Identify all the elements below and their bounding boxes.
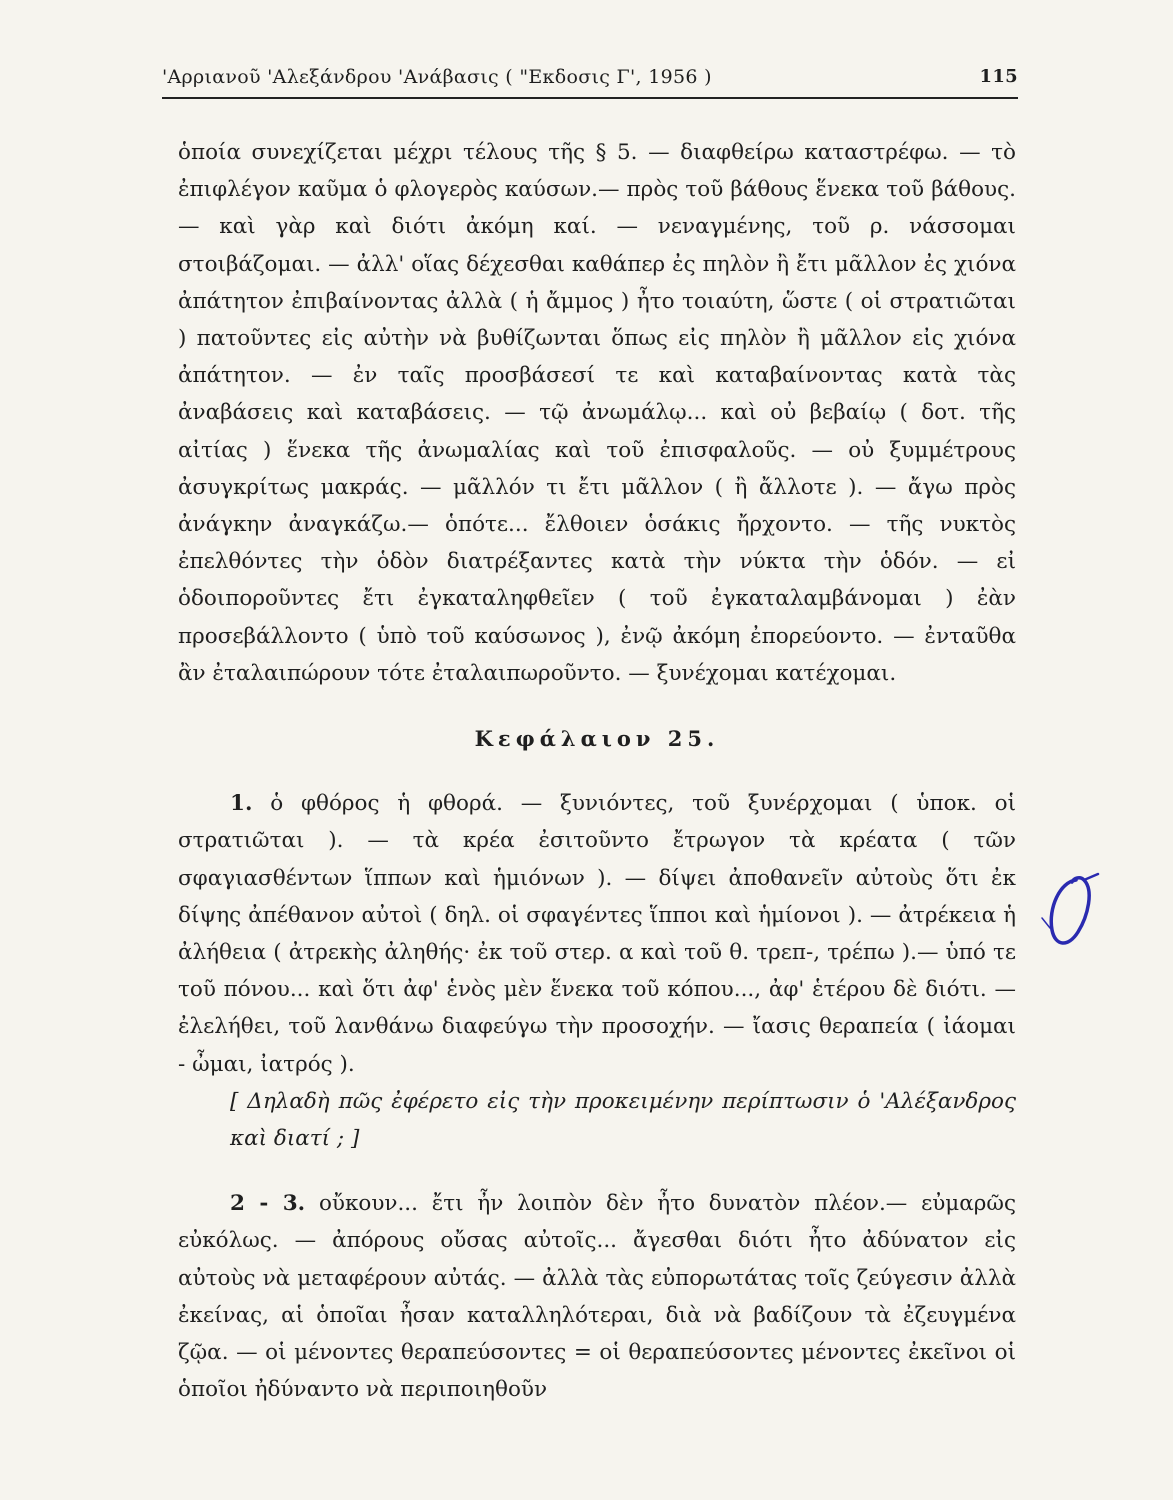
section-2-text: οὔκουν... ἔτι ἦν λοιπὸν δὲν ἦτο δυνατὸν πλέον.— εὐμαρῶς εὐκόλως. — ἀπόρους οὔσας αὐτοῖς... ἄγεσθαι διότι ἦτο ἀδύνατον εἰς αὐτοὺς νὰ μεταφέρουν αὐτάς. — ἀλλὰ τὰς εὐπορωτάτας τοῖς ζεύγεσιν ἀλλὰ ἐκείνας, αἱ ὁποῖαι ἦσαν καταλληλότεραι, διὰ νὰ βαδίζουν τὰ ἐζευγμένα ζῷα. — οἱ μένοντες θεραπεύσοντες = οἱ θεραπεύσοντες μένοντες ἐκεῖνοι οἱ ὁποῖοι ἠδύναντο νὰ περιποιηθοῦν xyxy=(178,1191,1016,1403)
question-note: [ Δηλαδὴ πῶς ἐφέρετο εἰς τὴν προκειμένην περίπτωσιν ὁ 'Αλέξανδρος καὶ διατί ; ] xyxy=(230,1088,1016,1152)
section-1-number: 1. xyxy=(230,791,253,817)
section-2-number: 2 - 3. xyxy=(230,1191,306,1217)
handwritten-mark-icon xyxy=(1038,868,1108,958)
page-number: 115 xyxy=(979,66,1018,87)
header-rule xyxy=(162,97,1018,99)
running-header xyxy=(162,66,1018,96)
section-2 xyxy=(178,1185,1016,1408)
spacer xyxy=(178,1157,1016,1185)
paragraph-continuation: ὁποία συνεχίζεται μέχρι τέλους τῆς § 5. — διαφθείρω καταστρέφω. — τὸ ἐπιφλέγον καῦμα ὁ φλογερὸς καύσων.— πρὸς τοῦ βάθους ἕνεκα τοῦ βάθους. — καὶ γὰρ καὶ διότι ἀκόμη καί. — νεναγμένης, τοῦ ρ. νάσσομαι στοιβάζομαι. — ἀλλ' οἵας δέχεσθαι καθάπερ ἐς πηλὸν ἢ ἔτι μᾶλλον ἐς χιόνα ἀπάτητον ἐπιβαίνοντας ἀλλὰ ( ἡ ἄμμος ) ἦτο τοιαύτη, ὥστε ( οἱ στρατιῶται ) πατοῦντες εἰς αὐτὴν νὰ βυθίζωνται ὅπως εἰς πηλὸν ἢ μᾶλλον εἰς χιόνα ἀπάτητον. — ἐν ταῖς προσβάσεσί τε καὶ καταβαίνοντας κατὰ τὰς ἀναβάσεις καὶ καταβάσεις. — τῷ ἀνωμάλῳ... καὶ οὐ βεβαίῳ ( δοτ. τῆς αἰτίας ) ἕνεκα τῆς ἀνωμαλίας καὶ τοῦ ἐπισφαλοῦς. — οὐ ξυμμέτρους ἀσυγκρίτως μακράς. — μᾶλλόν τι ἔτι μᾶλλον ( ἢ ἄλλοτε ). — ἄγω πρὸς ἀνάγκην ἀναγκάζω.— ὁπότε... ἔλθοιεν ὁσάκις ἤρχοντο. — τῆς νυκτὸς ἐπελθόντες τὴν ὁδὸν διατρέξαντες κατὰ τὴν νύκτα τὴν ὁδόν. — εἰ ὁδοιποροῦντες ἔτι ἐγκαταληφθεῖεν ( τοῦ ἐγκαταλαμβάνομαι ) ἐὰν προσεβάλλοντο ( ὑπὸ τοῦ καύσωνος ), ἐνῷ ἀκόμη ἐπορεύοντο. — ἐνταῦθα ἂν ἐταλαιπώρουν τότε ἐταλαιπωροῦντο. — ξυνέχομαι κατέχομαι. xyxy=(178,140,1016,686)
section-1-text: ὁ φθόρος ἡ φθορά. — ξυνιόντες, τοῦ ξυνέρχομαι ( ὑποκ. οἱ στρατιῶται ). — τὰ κρέα ἐσιτοῦντο ἔτρωγον τὰ κρέατα ( τῶν σφαγιασθέντων ἵππων καὶ ἡμιόνων ). — δίψει ἀποθανεῖν αὐτοὺς ὅτι ἐκ δίψης ἀπέθανον αὐτοὶ ( δηλ. οἱ σφαγέντες ἵπποι καὶ ἡμίονοι ). — ἀτρέκεια ἡ ἀλήθεια ( ἀτρεκὴς ἀληθής· ἐκ τοῦ στερ. α καὶ τοῦ θ. τρεπ-, τρέπω ).— ὑπό τε τοῦ πόνου... καὶ ὅτι ἀφ' ἑνὸς μὲν ἕνεκα τοῦ κόπου..., ἀφ' ἑτέρου δὲ διότι. — ἐλελήθει, τοῦ λανθάνω διαφεύγω τὴν προσοχήν. — ἴασις θεραπεία ( ἰάομαι - ὦμαι, ἰατρός ). xyxy=(178,791,1016,1077)
body-text xyxy=(178,134,1016,1409)
chapter-heading: Κεφάλαιον 25. xyxy=(474,726,720,752)
header-title: 'Αρριανοῦ 'Αλεξάνδρου 'Ανάβασις ( "Εκδοσις Γ', 1956 ) xyxy=(162,66,712,88)
section-1 xyxy=(178,785,1016,1083)
